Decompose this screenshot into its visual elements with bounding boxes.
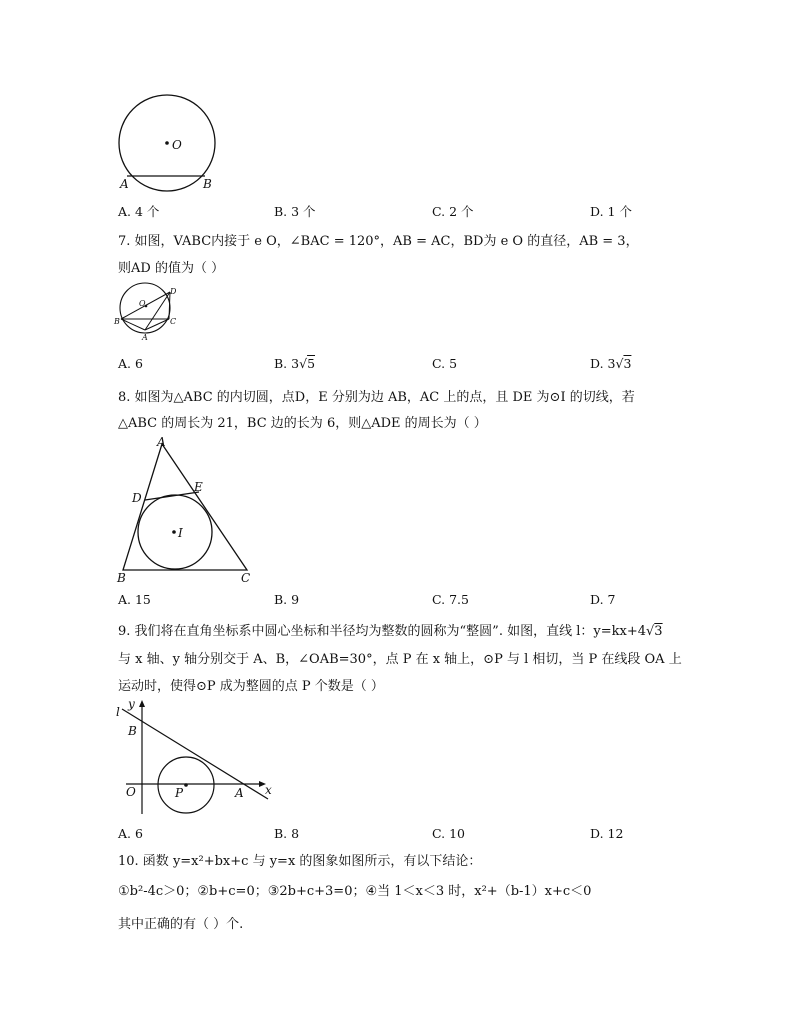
label-d: D bbox=[170, 287, 177, 296]
circle-o bbox=[120, 283, 170, 333]
center-dot bbox=[165, 141, 169, 145]
label-c: C bbox=[241, 571, 251, 585]
line-l bbox=[122, 709, 268, 799]
label-b: B bbox=[128, 724, 137, 738]
point-p bbox=[184, 783, 188, 787]
radical-sign: √ bbox=[646, 624, 655, 639]
label-d: D bbox=[132, 491, 142, 505]
q10-stem-line3: 其中正确的有（ ）个. bbox=[118, 917, 244, 932]
q9-stem-line2: 与 x 轴、y 轴分别交于 A、B，∠OAB=30°，点 P 在 x 轴上，⊙P 与 l 相切，当 P 在线段 OA 上 bbox=[118, 652, 682, 667]
label-a: A bbox=[120, 177, 129, 191]
q10-stem-line2: ①b²-4c＞0；②b+c=0；③2b+c+3=0；④当 1＜x＜3 时，x²+（b-1）x+c＜0 bbox=[118, 884, 592, 899]
q7-option-c[interactable]: C. 5 bbox=[432, 356, 458, 371]
label-a: A bbox=[142, 333, 148, 342]
q8-option-c[interactable]: C. 7.5 bbox=[432, 592, 469, 607]
triangle-abc bbox=[123, 444, 247, 570]
label-e: E bbox=[194, 480, 203, 494]
label-y: y bbox=[128, 697, 135, 711]
q8-option-a[interactable]: A. 15 bbox=[118, 592, 151, 607]
label-c: C bbox=[170, 317, 177, 326]
label-l: l bbox=[116, 705, 120, 719]
label-a: A bbox=[157, 435, 166, 449]
radical-sign: √ bbox=[615, 356, 624, 371]
q9-option-d[interactable]: D. 12 bbox=[590, 826, 624, 841]
q9-stem-line1 bbox=[118, 620, 663, 639]
center-dot bbox=[172, 530, 176, 534]
label-b: B bbox=[114, 317, 120, 326]
q8-stem-line2: △ABC 的周长为 21，BC 边的长为 6，则△ADE 的周长为（ ） bbox=[118, 416, 487, 431]
q9-stem-line1-text: 9. 我们将在直角坐标系中圆心坐标和半径均为整数的圆称为“整圆”. 如图，直线 l：y=kx+4 bbox=[118, 624, 646, 639]
q9-stem-radicand: 3 bbox=[654, 624, 663, 639]
q7-option-b[interactable] bbox=[274, 356, 315, 371]
q7-stem-line1: 7. 如图，VABC内接于 e O，∠BAC = 120°，AB = AC，BD为 e O 的直径，AB = 3， bbox=[118, 234, 639, 249]
y-axis-arrow bbox=[139, 700, 145, 707]
q7-option-d-radicand: 3 bbox=[623, 356, 632, 371]
label-x: x bbox=[265, 783, 272, 797]
label-b: B bbox=[203, 177, 212, 191]
circle-figure-q6 bbox=[110, 92, 230, 194]
q7-option-d[interactable] bbox=[590, 356, 631, 371]
q6-option-a[interactable]: A. 4 个 bbox=[118, 204, 160, 219]
q6-option-c[interactable]: C. 2 个 bbox=[432, 204, 474, 219]
q6-option-d[interactable]: D. 1 个 bbox=[590, 204, 632, 219]
label-p: P bbox=[175, 786, 184, 800]
segment-ba bbox=[121, 319, 145, 330]
q9-stem-line3: 运动时，使得⊙P 成为整圆的点 P 个数是（ ） bbox=[118, 679, 384, 694]
q6-option-b[interactable]: B. 3 个 bbox=[274, 204, 316, 219]
label-o: O bbox=[139, 299, 146, 308]
label-a: A bbox=[235, 786, 244, 800]
q9-option-b[interactable]: B. 8 bbox=[274, 826, 300, 841]
q9-option-c[interactable]: C. 10 bbox=[432, 826, 465, 841]
label-o: O bbox=[172, 138, 182, 152]
radical-sign: √ bbox=[299, 356, 308, 371]
segment-dc bbox=[169, 292, 170, 319]
q8-option-b[interactable]: B. 9 bbox=[274, 592, 300, 607]
coordinate-figure-q9 bbox=[112, 696, 278, 820]
q7-option-d-text: D. 3 bbox=[590, 356, 616, 371]
q7-option-a[interactable]: A. 6 bbox=[118, 356, 143, 371]
q9-option-a[interactable]: A. 6 bbox=[118, 826, 143, 841]
circle-figure-q7 bbox=[112, 282, 182, 344]
label-i: I bbox=[178, 526, 183, 540]
q7-option-b-text: B. 3 bbox=[274, 356, 300, 371]
q7-option-b-radicand: 5 bbox=[307, 356, 316, 371]
triangle-incircle-figure-q8 bbox=[114, 434, 260, 586]
label-b: B bbox=[117, 571, 126, 585]
q8-stem-line1: 8. 如图为△ABC 的内切圆，点D，E 分别为边 AB，AC 上的点，且 DE 为⊙I 的切线，若 bbox=[118, 390, 635, 405]
label-o: O bbox=[126, 785, 136, 799]
q8-option-d[interactable]: D. 7 bbox=[590, 592, 616, 607]
q7-stem-line2: 则AD 的值为（ ） bbox=[118, 261, 225, 276]
q10-stem-line1: 10. 函数 y=x²+bx+c 与 y=x 的图象如图所示，有以下结论： bbox=[118, 854, 482, 869]
